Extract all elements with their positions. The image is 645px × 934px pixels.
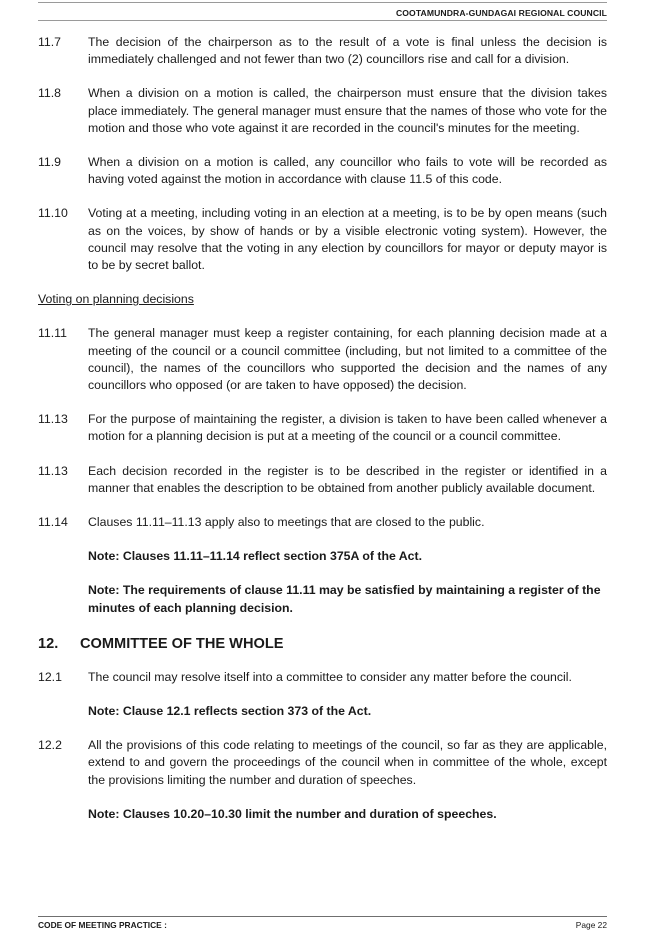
note-section-373: Note: Clause 12.1 reflects section 373 of the Act.	[88, 704, 372, 719]
note-speech-limits: Note: Clauses 10.20–10.30 limit the number and duration of speeches.	[88, 806, 497, 821]
note-section-375a: Note: Clauses 11.11–11.14 reflect section 375A of the Act.	[88, 549, 422, 564]
header-rule	[38, 2, 607, 3]
section-number: 12.	[38, 635, 59, 652]
clause-number: 11.9	[38, 155, 62, 170]
clause-number: 11.14	[38, 515, 68, 530]
clause-11-14	[38, 514, 607, 531]
clause-text: When a division on a motion is called, any councillor who fails to vote will be recorded as having voted against the motion in accordance with clause 11.5 of this code.	[88, 155, 607, 187]
clause-12-2	[38, 737, 607, 789]
page-footer	[38, 916, 607, 930]
clause-number: 11.13	[38, 412, 68, 427]
clause-number: 12.2	[38, 738, 62, 753]
clause-number: 11.11	[38, 326, 67, 341]
clause-text: When a division on a motion is called, the chairperson must ensure that the division takes place immediately. The general manager must ensure that the names of those who vote for the motion and those who vote against it are recorded in the council's minutes for the meeting.	[88, 86, 607, 135]
clause-text: Voting at a meeting, including voting in an election at a meeting, is to be by open means (such as on the voices, by show of hands or by a visible electronic voting system). However, the council may resolve that the voting in any election by councillors for mayor or deputy mayor is to be by secret ballot.	[88, 206, 607, 273]
clause-text: Each decision recorded in the register is to be described in the register or identified in a manner that enables the description to be obtained from another publicly available document.	[88, 463, 607, 495]
clause-11-7	[38, 34, 607, 68]
section-heading-12	[38, 634, 607, 654]
subheading-voting-on-planning-decisions: Voting on planning decisions	[38, 292, 194, 307]
running-header: COOTAMUNDRA-GUNDAGAI REGIONAL COUNCIL	[38, 8, 607, 21]
clause-text: The council may resolve itself into a committee to consider any matter before the council.	[88, 669, 572, 684]
page-number: Page 22	[575, 920, 607, 930]
clause-text: For the purpose of maintaining the register, a division is taken to have been called whenever a motion for a planning decision is put at a meeting of the council or a council committee.	[88, 412, 607, 444]
clause-12-1	[38, 669, 607, 686]
clause-number: 12.1	[38, 669, 62, 684]
clause-number: 11.8	[38, 86, 62, 101]
clause-number: 11.13	[38, 463, 68, 478]
clause-11-11	[38, 325, 607, 394]
clause-number: 11.7	[38, 35, 62, 49]
clause-text: The decision of the chairperson as to the result of a vote is final unless the decision is immediately challenged and not fewer than two (2) councillors rise and call for a division.	[88, 35, 607, 67]
note-register-minutes: Note: The requirements of clause 11.11 may be satisfied by maintaining a register of the minutes of each planning decision.	[88, 583, 601, 615]
clause-11-10	[38, 205, 607, 274]
clause-text: All the provisions of this code relating to meetings of the council, so far as they are applicable, extend to and govern the proceedings of the council when in committee of the whole, except the provisions limiting the number and duration of speeches.	[88, 738, 607, 787]
page-body	[38, 34, 607, 840]
clause-11-8	[38, 85, 607, 137]
clause-11-9	[38, 154, 607, 188]
footer-document-title: CODE OF MEETING PRACTICE :	[38, 920, 167, 930]
clause-text: Clauses 11.11–11.13 apply also to meetings that are closed to the public.	[88, 515, 485, 530]
section-title: COMMITTEE OF THE WHOLE	[80, 635, 284, 652]
clause-11-13-description	[38, 463, 607, 497]
clause-11-13-register	[38, 411, 607, 445]
clause-number: 11.10	[38, 206, 68, 221]
clause-text: The general manager must keep a register containing, for each planning decision made at a meeting of the council or a council committee (including, but not limited to a committee of the council), the names of the councillors who supported the decision and the names of any councillors who opposed (or are taken to have opposed) the decision.	[88, 326, 607, 393]
